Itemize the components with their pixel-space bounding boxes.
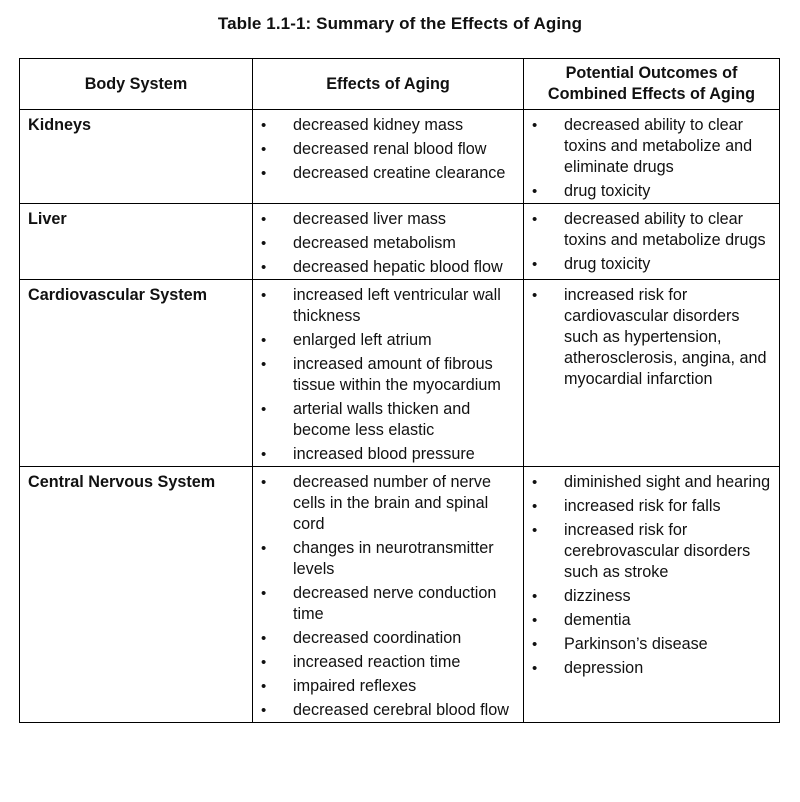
outcome-item: • depression [528,658,775,679]
outcome-item: • Parkinson’s disease [528,634,775,655]
outcomes-cell [524,110,780,204]
effect-item: • decreased liver mass [257,209,519,230]
header-row [20,59,780,110]
outcome-item: • drug toxicity [528,181,775,202]
table-row [20,204,780,280]
header-body-system: Body System [20,59,253,110]
outcome-item: • drug toxicity [528,254,775,275]
effect-item: • arterial walls thicken and become less elastic [257,399,519,441]
outcomes-cell [524,204,780,280]
outcome-item: • increased risk for cardiovascular disorders such as hypertension, atherosclerosis, angina, and myocardial infarction [528,285,775,390]
effect-item: • changes in neurotransmitter levels [257,538,519,580]
aging-effects-table [19,58,780,723]
outcome-item: • dizziness [528,586,775,607]
effects-cell [253,280,524,467]
outcomes-cell [524,280,780,467]
effect-item: • decreased kidney mass [257,115,519,136]
system-name: Kidneys [20,110,253,204]
effects-cell [253,204,524,280]
effect-item: • increased reaction time [257,652,519,673]
effect-item: • decreased renal blood flow [257,139,519,160]
effect-item: • enlarged left atrium [257,330,519,351]
effect-item: • decreased coordination [257,628,519,649]
effect-item: • impaired reflexes [257,676,519,697]
outcome-item: • decreased ability to clear toxins and metabolize and eliminate drugs [528,115,775,178]
effect-item: • decreased metabolism [257,233,519,254]
effect-item: • decreased cerebral blood flow [257,700,519,721]
table-row [20,110,780,204]
header-effects: Effects of Aging [253,59,524,110]
effect-item: • decreased nerve conduction time [257,583,519,625]
table-caption: Table 1.1-1: Summary of the Effects of Aging [217,14,583,33]
table-row [20,280,780,467]
system-name: Cardiovascular System [20,280,253,467]
effect-item: • decreased number of nerve cells in the brain and spinal cord [257,472,519,535]
effects-cell [253,467,524,723]
outcome-item: • dementia [528,610,775,631]
effect-item: • decreased hepatic blood flow [257,257,519,278]
outcome-item: • decreased ability to clear toxins and metabolize drugs [528,209,775,251]
header-outcomes: Potential Outcomes of Combined Effects of Aging [524,59,780,110]
effects-cell [253,110,524,204]
outcomes-cell [524,467,780,723]
system-name: Central Nervous System [20,467,253,723]
effect-item: • increased amount of fibrous tissue within the myocardium [257,354,519,396]
outcome-item: • increased risk for cerebrovascular disorders such as stroke [528,520,775,583]
outcome-item: • increased risk for falls [528,496,775,517]
table-row [20,467,780,723]
effect-item: • increased blood pressure [257,444,519,465]
outcome-item: • diminished sight and hearing [528,472,775,493]
effect-item: • decreased creatine clearance [257,163,519,184]
effect-item: • increased left ventricular wall thickness [257,285,519,327]
system-name: Liver [20,204,253,280]
